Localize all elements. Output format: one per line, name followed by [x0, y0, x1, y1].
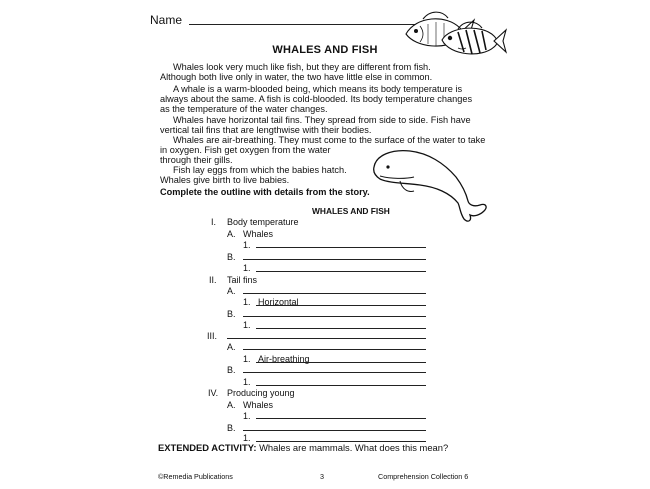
answer-blank[interactable] [227, 338, 426, 339]
answer-blank[interactable] [256, 271, 426, 272]
outline-letter: A. [227, 400, 236, 410]
outline-heading: Producing young [227, 388, 295, 398]
story-line: A whale is a warm-blooded being, which means its body temperature is [173, 84, 463, 94]
story-line: in oxygen. Fish get oxygen from the water [160, 145, 331, 155]
answer-blank[interactable] [256, 328, 426, 329]
answer-blank[interactable] [243, 259, 426, 260]
answer-blank[interactable] [256, 247, 426, 248]
outline-numeral: I. [211, 217, 217, 227]
outline-heading: Body temperature [227, 217, 299, 227]
story-title: WHALES AND FISH [272, 44, 378, 56]
outline-letter: A. [227, 286, 236, 296]
story-line: through their gills. [160, 155, 233, 165]
outline-numeral: IV. [208, 388, 219, 398]
story-line: Although both live only in water, the two have little else in common. [160, 72, 433, 82]
outline-title: WHALES AND FISH [312, 206, 390, 216]
story-line: always about the same. A fish is cold-blooded. Its body temperature changes [160, 94, 473, 104]
outline-letter: A. [227, 229, 236, 239]
outline-letter: B. [227, 423, 236, 433]
outline-item-num: 1. [243, 354, 251, 364]
outline-numeral: III. [207, 331, 218, 341]
name-field[interactable] [189, 24, 419, 25]
outline-subtext: Whales [243, 400, 274, 410]
outline-letter: B. [227, 365, 236, 375]
outline-item-text: Horizontal [258, 297, 299, 307]
story-line: as the temperature of the water changes. [160, 104, 328, 114]
outline-letter: B. [227, 252, 236, 262]
extended-activity [158, 442, 448, 453]
answer-blank[interactable] [243, 430, 426, 431]
outline-subtext: Whales [243, 229, 274, 239]
story-line: Whales give birth to live babies. [160, 175, 290, 185]
answer-blank[interactable] [243, 293, 426, 294]
outline-item-num: 1. [243, 240, 251, 250]
outline-numeral: II. [209, 275, 217, 285]
answer-blank[interactable] [243, 349, 426, 350]
outline-item-num: 1. [243, 297, 251, 307]
extended-activity-label: EXTENDED ACTIVITY: [158, 442, 257, 453]
answer-blank[interactable] [256, 362, 426, 363]
footer-publisher: ©Remedia Publications [158, 472, 233, 481]
outline-letter: B. [227, 309, 236, 319]
outline-heading: Tail fins [227, 275, 258, 285]
story-line: Fish lay eggs from which the babies hatch. [173, 165, 347, 175]
answer-blank[interactable] [256, 418, 426, 419]
outline-item-num: 1. [243, 320, 251, 330]
outline-item-num: 1. [243, 433, 251, 443]
outline-item-num: 1. [243, 411, 251, 421]
answer-blank[interactable] [256, 385, 426, 386]
answer-blank[interactable] [243, 316, 426, 317]
extended-activity-question: Whales are mammals. What does this mean? [259, 442, 449, 453]
story-line: vertical tail fins that are lengthwise with their bodies. [160, 125, 372, 135]
answer-blank[interactable] [256, 305, 426, 306]
footer-page-number: 3 [320, 472, 324, 481]
outline-letter: A. [227, 342, 236, 352]
outline-item-text: Air-breathing [258, 354, 310, 364]
answer-blank[interactable] [243, 372, 426, 373]
instructions: Complete the outline with details from the story. [160, 187, 370, 197]
outline-item-num: 1. [243, 263, 251, 273]
outline-item-num: 1. [243, 377, 251, 387]
story-line: Whales are air-breathing. They must come to the surface of the water to take [173, 135, 486, 145]
story-line: Whales have horizontal tail fins. They spread from side to side. Fish have [173, 115, 471, 125]
footer-collection: Comprehension Collection 6 [378, 472, 469, 481]
name-label: Name [150, 13, 183, 27]
story-line: Whales look very much like fish, but they are different from fish. [173, 62, 431, 72]
